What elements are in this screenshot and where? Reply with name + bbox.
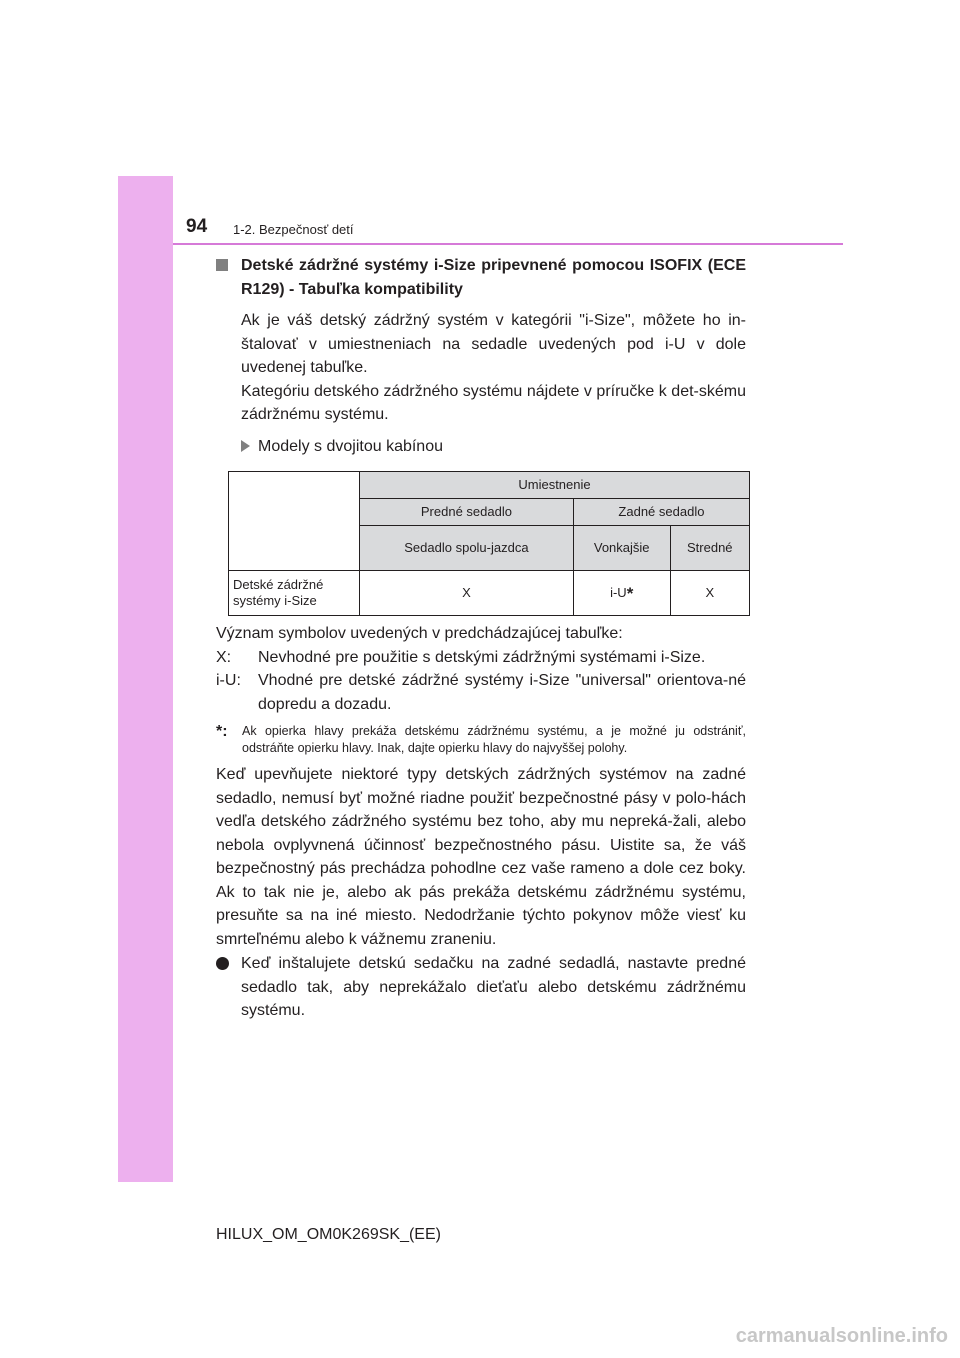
footnote-text: Ak opierka hlavy prekáža detskému zádržnému systému, a je možné ju odstrániť, odstráňte opierku hlavy. Inak, dajte opierku hlavy do najvyššej polohy. <box>242 724 746 755</box>
table-cell-passenger: X <box>360 571 574 616</box>
table-cell-outer: i-U* <box>573 571 670 616</box>
side-tab-band <box>118 176 173 1182</box>
section-heading: Detské zádržné systémy i-Size pripevnené pomocou ISOFIX (ECE R129) - Tabuľka kompatibility <box>216 254 746 301</box>
table-header-front-seat: Predné sedadlo <box>360 499 574 526</box>
legend-text: Vhodné pre detské zádržné systémy i-Size "universal" orientova-né dopredu a dozadu. <box>258 672 746 713</box>
legend-item-x <box>216 646 746 670</box>
table-corner-cell <box>229 472 360 571</box>
legend-intro: Význam symbolov uvedených v predchádzajúcej tabuľke: <box>216 625 623 642</box>
subheading: Modely s dvojitou kabínou <box>216 435 746 459</box>
watermark: carmanualsonline.info <box>735 1325 948 1347</box>
list-item <box>216 952 746 1023</box>
bullet-text: Keď inštalujete detskú sedačku na zadné sedadlá, nastavte predné sedadlo tak, aby neprekážalo dieťaťu alebo detskému zádržnému systému. <box>241 955 746 1019</box>
intro-text-1: Ak je váš detský zádržný systém v kategórii "i-Size", môžete ho in-štalovať v umiestneniach na sedadle uvedených pod i-U v dole uvedenej tabuľke. <box>241 312 746 376</box>
legend-item-iu <box>216 669 746 716</box>
triangle-bullet-icon <box>241 440 250 452</box>
legend-key: i-U: <box>216 672 241 689</box>
legend-text: Nevhodné pre použitie s detskými zádržnými systémami i-Size. <box>258 648 706 666</box>
footnote <box>216 723 746 757</box>
square-bullet-icon <box>216 259 228 271</box>
document-code: HILUX_OM_OM0K269SK_(EE) <box>216 1226 441 1243</box>
header-divider <box>173 243 843 245</box>
intro-text-2: Kategóriu detského zádržného systému nájdete v príručke k det-skému zádržnému systému. <box>241 382 746 423</box>
section-title: 1-2. Bezpečnosť detí <box>233 222 354 237</box>
compatibility-table <box>228 471 750 616</box>
page-content <box>216 254 746 1023</box>
table-row <box>229 571 750 616</box>
table-header-rear-seat: Zadné sedadlo <box>573 499 749 526</box>
intro-paragraph <box>216 309 746 427</box>
footnote-mark: * <box>626 584 634 603</box>
table-header-outer: Vonkajšie <box>573 526 670 571</box>
table-cell-center: X <box>670 571 749 616</box>
table-header-center: Stredné <box>670 526 749 571</box>
round-bullet-icon <box>216 957 229 970</box>
table-header-placement: Umiestnenie <box>360 472 750 499</box>
legend <box>216 622 746 716</box>
body-paragraph: Keď upevňujete niektoré typy detských zádržných systémov na zadné sedadlo, nemusí byť možné riadne použiť bezpečnostné pásy v polo-hách vedľa detského zádržného systému bez toho, aby mu nepreká-žali, alebo nebola ovplyvnená účinnosť bezpečnostného pásu. Uistite sa, že váš bezpečnostný pás prechádza pohodlne cez vaše rameno a dole cez boky. Ak to tak nie je, alebo ak pás prekáža detskému zádržnému systému, presuňte sa na iné miesto. Nedodržanie týchto pokynov môže viesť ku smrteľnému alebo k vážnemu zraneniu. <box>216 766 746 948</box>
table-header-passenger-seat: Sedadlo spolu-jazdca <box>360 526 574 571</box>
table-row-label: Detské zádržné systémy i-Size <box>229 571 360 616</box>
footnote-key: *: <box>216 723 228 740</box>
legend-key: X: <box>216 648 232 666</box>
page-number: 94 <box>186 216 208 237</box>
